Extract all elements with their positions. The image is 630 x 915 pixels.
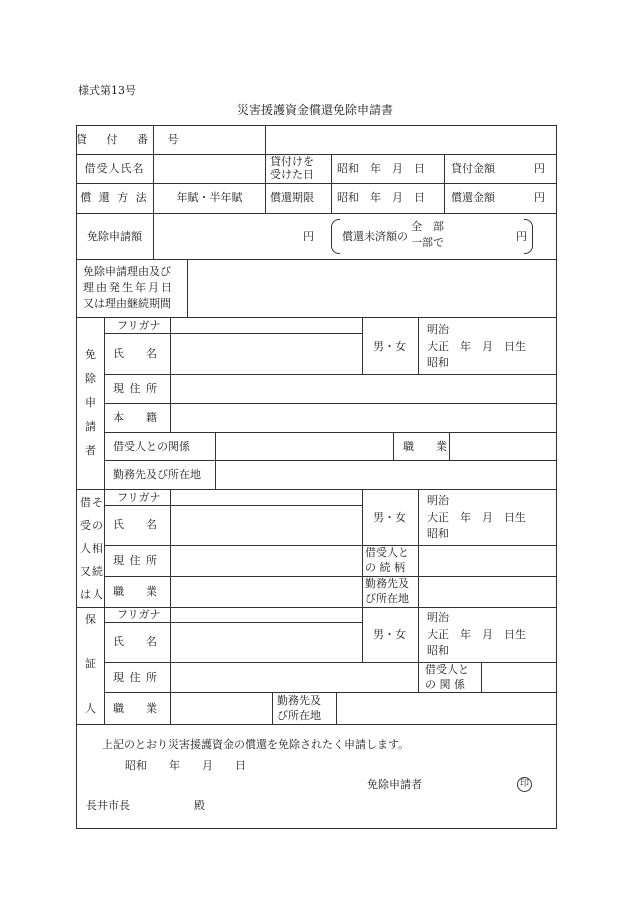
rule	[265, 125, 266, 155]
rule	[104, 692, 556, 693]
part-option[interactable]: 一部で	[411, 236, 444, 249]
guarantor-side-label: 人	[85, 702, 96, 715]
furigana-label: フリガナ	[117, 491, 161, 504]
exemption-amount-label: 免除申請額	[87, 230, 142, 243]
workplace-label: 勤務先及	[277, 694, 321, 707]
rule	[76, 154, 556, 155]
applicant-side-label: 請	[85, 420, 96, 433]
reason-label: 又は理由継続期間	[83, 297, 171, 310]
occupation-label: 職 業	[403, 440, 447, 453]
reason-label: 理由発生年月日	[83, 281, 174, 294]
rule	[362, 317, 363, 375]
guarantor-side-label: 保	[85, 613, 96, 626]
rule	[418, 317, 419, 375]
seal-icon: 印	[517, 777, 532, 792]
applicant-side-label: 申	[85, 396, 96, 409]
rule	[104, 317, 105, 490]
declaration-text: 上記のとおり災害援護資金の償還を免除されたく申請します。	[102, 738, 410, 751]
loan-number-field[interactable]	[154, 126, 264, 153]
loan-amount-label: 貸付金額	[451, 162, 495, 175]
relation-label: の 続 柄	[365, 561, 405, 574]
name-label: 氏 名	[113, 635, 157, 648]
applicant-side-label: 者	[85, 444, 96, 457]
workplace-label: 勤務先及	[365, 577, 409, 590]
repayment-date-field[interactable]: 昭和 年 月 日	[337, 191, 425, 204]
reason-label: 免除申請理由及び	[83, 265, 171, 278]
rule	[272, 692, 273, 725]
rule	[336, 692, 337, 725]
era-label: 昭和	[427, 356, 449, 369]
rule	[104, 505, 362, 506]
era-label: 明治	[427, 323, 449, 336]
rule	[104, 489, 105, 608]
form-number: 様式第13号	[78, 84, 136, 97]
era-label: 昭和	[427, 527, 449, 540]
furigana-label: フリガナ	[117, 608, 161, 621]
rule	[444, 154, 445, 214]
rule	[170, 607, 171, 725]
addressee-label: 長井市長	[86, 799, 130, 812]
yen-unit: 円	[303, 230, 314, 243]
gender-option[interactable]: 男・女	[373, 511, 406, 524]
rule	[170, 489, 171, 608]
rule	[104, 576, 556, 577]
loan-date-label: 貸付けを	[270, 155, 314, 168]
close-bracket	[524, 219, 533, 254]
gender-option[interactable]: 男・女	[373, 628, 406, 641]
birthdate-field[interactable]: 大正 年 月 日生	[427, 340, 526, 353]
rule	[104, 622, 362, 623]
rule	[76, 183, 556, 184]
yen-unit: 円	[516, 230, 527, 243]
birthdate-field[interactable]: 大正 年 月 日生	[427, 511, 526, 524]
applicant-side-label: 除	[85, 372, 96, 385]
heir-side-label: 相	[92, 542, 103, 555]
rule	[418, 607, 419, 693]
heir-side-label: の	[92, 519, 103, 532]
rule	[153, 213, 154, 260]
gender-option[interactable]: 男・女	[373, 340, 406, 353]
loan-date-field[interactable]: 昭和 年 月 日	[337, 162, 425, 175]
rule	[215, 432, 216, 490]
rule	[481, 662, 482, 693]
relation-label: 借受人と	[365, 546, 409, 559]
applicant-side-label: 免	[85, 348, 96, 361]
occupation-label: 職 業	[113, 702, 157, 715]
yen-unit: 円	[534, 162, 545, 175]
rule	[418, 489, 419, 608]
rule	[104, 432, 556, 433]
rule	[76, 213, 556, 214]
rule	[104, 662, 556, 663]
loan-number-label: 貸 付 番 号	[76, 133, 187, 146]
form-title: 災害援護資金償還免除申請書	[236, 103, 393, 117]
rule	[104, 460, 556, 461]
declaration-date[interactable]: 昭和 年 月 日	[125, 759, 246, 772]
rule	[362, 607, 363, 663]
address-label: 現 住 所	[113, 671, 158, 684]
yen-unit: 円	[534, 191, 545, 204]
heir-side-label: 受	[80, 519, 91, 532]
relation-label: の 関 係	[425, 678, 465, 691]
heir-side-label: 人	[80, 542, 91, 555]
heir-side-label: 又	[80, 565, 91, 578]
workplace-label: び所在地	[365, 592, 409, 605]
borrower-name-label: 借受人氏名	[84, 162, 145, 175]
birthdate-field[interactable]: 大正 年 月 日生	[427, 628, 526, 641]
rule	[170, 317, 171, 432]
relation-label: 借受人との関係	[113, 440, 190, 453]
unpaid-amount-label: 償還未済額の	[342, 230, 408, 243]
rule	[104, 403, 556, 404]
domicile-label: 本 籍	[113, 411, 157, 424]
applicant-signature-label: 免除申請者	[367, 778, 422, 791]
rule	[104, 333, 362, 334]
heir-side-label: は	[80, 588, 91, 601]
heir-side-label: 人	[92, 588, 103, 601]
rule	[76, 724, 556, 725]
rule	[76, 317, 556, 318]
occupation-label: 職 業	[113, 585, 157, 598]
era-label: 明治	[427, 611, 449, 624]
rule	[104, 374, 556, 375]
heir-side-label: 続	[92, 565, 103, 578]
repayment-method-label: 償 還 方 法	[80, 191, 149, 204]
rule	[362, 489, 363, 608]
heir-side-label: そ	[92, 496, 103, 509]
name-label: 氏 名	[113, 347, 157, 360]
borrower-name-field[interactable]	[154, 155, 264, 182]
name-label: 氏 名	[113, 518, 157, 531]
workplace-label: び所在地	[277, 709, 321, 722]
rule	[331, 154, 332, 214]
reason-field[interactable]	[188, 260, 555, 316]
repayment-amount-label: 償還金額	[451, 191, 495, 204]
address-label: 現 住 所	[113, 554, 158, 567]
rule	[104, 607, 105, 725]
open-bracket	[331, 219, 340, 254]
honorific-label: 殿	[194, 799, 205, 812]
relation-label: 借受人と	[425, 663, 469, 676]
heir-side-label: 借	[80, 496, 91, 509]
rule	[449, 432, 450, 461]
era-label: 明治	[427, 494, 449, 507]
address-label: 現 住 所	[113, 382, 158, 395]
all-option[interactable]: 全 部	[411, 220, 444, 233]
rule	[393, 432, 394, 461]
era-label: 昭和	[427, 644, 449, 657]
repayment-method-value[interactable]: 年賦・半年賦	[176, 191, 243, 204]
rule	[265, 154, 266, 214]
rule	[104, 545, 556, 546]
repayment-period-label: 償還期限	[270, 191, 314, 204]
rule	[76, 489, 556, 490]
workplace-label: 勤務先及び所在地	[113, 468, 201, 481]
furigana-label: フリガナ	[117, 319, 161, 332]
guarantor-side-label: 証	[85, 657, 96, 670]
loan-date-label: 受けた日	[270, 168, 314, 181]
